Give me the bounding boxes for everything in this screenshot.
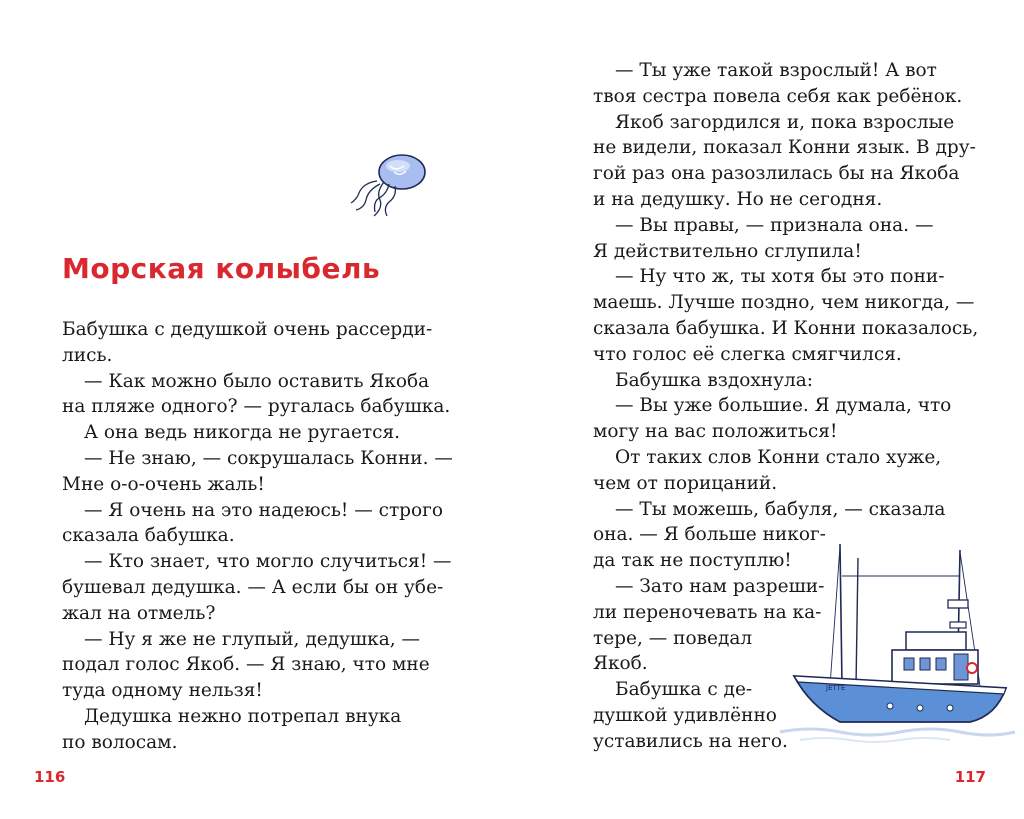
text-line: Бабушка вздохнула: [615, 369, 814, 391]
text-line: могу на вас положиться! [593, 421, 838, 443]
text-line: От таких слов Конни стало хуже, [615, 446, 942, 468]
text-line: — Ну я же не глупый, дедушка, — [84, 628, 420, 650]
jellyfish-illustration [332, 148, 442, 228]
chapter-title: Морская колыбель [62, 252, 381, 285]
text-line: — Кто знает, что могло случиться! — [84, 551, 452, 573]
left-page-text [62, 317, 453, 756]
text-line: — Ну что ж, ты хотя бы это пони- [615, 266, 945, 288]
text-line: Дедушка нежно потрепал внука [84, 705, 402, 727]
text-line: — Ты можешь, бабуля, — сказала [615, 498, 946, 520]
page-number-left: 116 [34, 768, 66, 786]
fishing-boat-illustration [770, 536, 1020, 746]
text-line: и на дедушку. Но не сегодня. [593, 188, 883, 210]
text-line: на пляже одного? — ругалась бабушка. [62, 396, 451, 418]
text-line: уставились на него. [593, 730, 788, 752]
text-line: — Я очень на это надеюсь! — строго [84, 499, 443, 521]
text-line: ли переночевать на ка- [593, 601, 822, 623]
text-line: подал голос Якоб. — Я знаю, что мне [62, 654, 430, 676]
text-line: чем от порицаний. [593, 472, 778, 494]
text-line: туда одному нельзя! [62, 680, 263, 702]
right-page [512, 0, 1024, 819]
text-line: твоя сестра повела себя как ребёнок. [593, 85, 963, 107]
text-line: — Не знаю, — сокрушалась Конни. — [84, 447, 453, 469]
text-line: сказала бабушка. И Конни показалось, [593, 317, 979, 339]
text-line: не видели, показал Конни язык. В дру- [593, 137, 976, 159]
text-line: душкой удивлённо [593, 704, 777, 726]
text-line: лись. [62, 344, 113, 366]
text-line: — Зато нам разреши- [615, 575, 825, 597]
text-line: бушевал дедушка. — А если бы он убе- [62, 576, 444, 598]
text-line: Бабушка с дедушкой очень рассерди- [62, 319, 433, 340]
text-line: Якоб. [593, 653, 648, 675]
text-line: сказала бабушка. [62, 525, 235, 547]
text-line: — Как можно было оставить Якоба [84, 370, 430, 392]
text-line: Якоб загордился и, пока взрослые [615, 111, 955, 133]
boat-name: JETTE [826, 684, 846, 692]
text-line: тере, — поведал [593, 627, 753, 649]
text-line: что голос её слегка смягчился. [593, 343, 902, 365]
text-line: — Вы правы, — признала она. — [615, 214, 934, 236]
text-line: А она ведь никогда не ругается. [84, 422, 401, 444]
text-line: маешь. Лучше поздно, чем никогда, — [593, 292, 975, 314]
text-line: по волосам. [62, 731, 178, 753]
text-line: да так не поступлю! [593, 550, 792, 572]
text-line: гой раз она разозлилась бы на Якоба [593, 163, 960, 185]
text-line: она. — Я больше никог- [593, 524, 826, 546]
text-line: Мне о-о-очень жаль! [62, 473, 265, 495]
text-line: Бабушка с де- [615, 679, 753, 701]
page-number-right: 117 [954, 768, 986, 786]
text-line: — Вы уже большие. Я думала, что [615, 395, 952, 417]
text-line: жал на отмель? [62, 602, 216, 624]
text-line: — Ты уже такой взрослый! А вот [615, 60, 937, 81]
text-line: Я действительно сглупила! [593, 240, 862, 262]
